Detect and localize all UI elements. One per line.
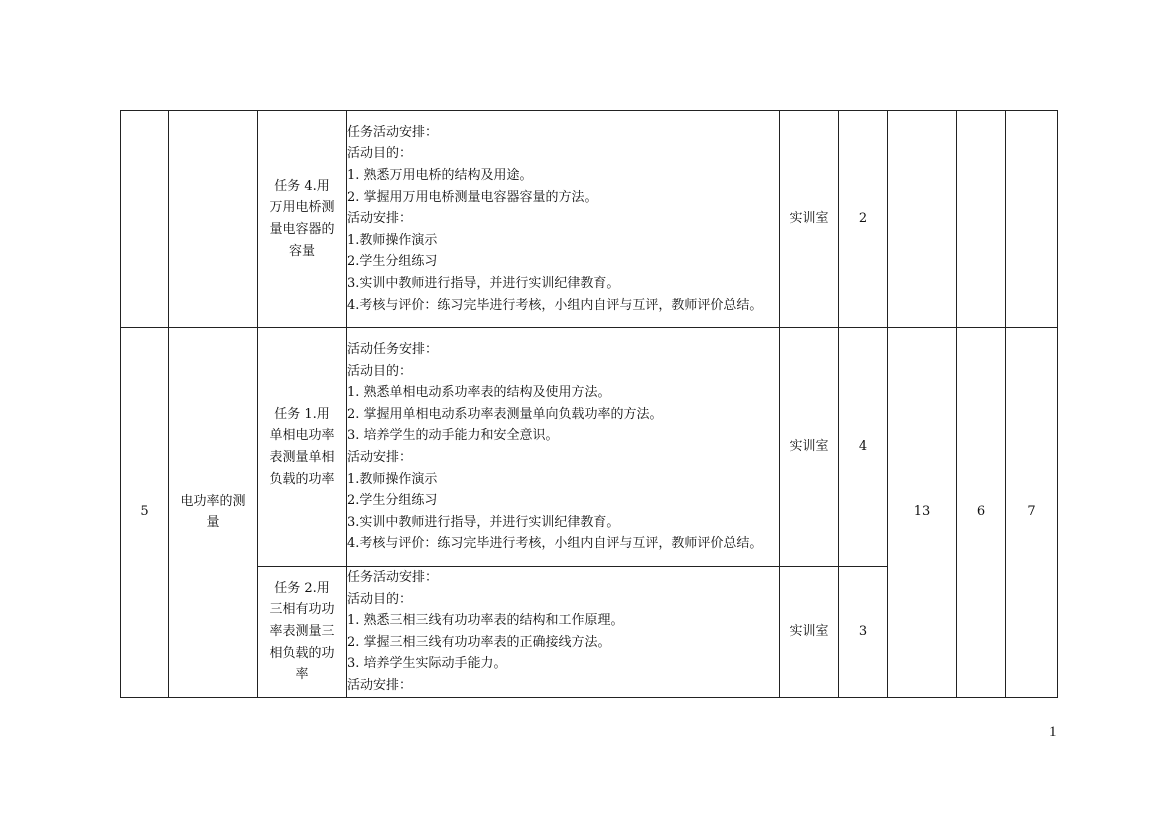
- activity-line: 1. 熟悉三相三线有功功率表的结构和工作原理。: [347, 613, 624, 629]
- task-name-line: 率表测量三: [269, 623, 335, 639]
- table-row: [121, 111, 1058, 328]
- activity-line: 3. 培养学生实际动手能力。: [347, 656, 507, 672]
- hours-cell: 4: [839, 328, 888, 567]
- hours-cell: 3: [839, 567, 888, 698]
- activity-line: 活动安排：: [347, 211, 413, 227]
- task-name-line: 容量: [288, 243, 315, 259]
- module-number-cell: 5: [121, 328, 169, 698]
- activity-cell: [347, 111, 780, 328]
- task-name-line: 三相有功功: [269, 602, 335, 618]
- activity-line: 1.教师操作演示: [347, 471, 438, 487]
- activity-line: 活动安排：: [347, 450, 413, 465]
- theory-hours-cell: [957, 111, 1006, 328]
- activity-line: 2. 掌握用万用电桥测量电容器容量的方法。: [347, 189, 598, 205]
- practice-hours-cell: 7: [1006, 328, 1058, 698]
- location-cell: 实训室: [780, 328, 839, 567]
- task-name-line: 万用电桥测: [269, 200, 335, 216]
- activity-line: 1. 熟悉单相电动系功率表的结构及使用方法。: [347, 385, 611, 401]
- activity-line: 活动目的：: [347, 146, 413, 162]
- location-cell: 实训室: [780, 567, 839, 698]
- total-hours-cell: 13: [888, 328, 957, 698]
- activity-cell: [347, 328, 780, 567]
- task-name-cell: [258, 111, 347, 328]
- activity-line: 3.实训中教师进行指导，并进行实训纪律教育。: [347, 275, 620, 291]
- module-name-cell: [169, 328, 258, 698]
- task-name-line: 负载的功率: [269, 471, 335, 487]
- module-name-line: 电功率的测: [180, 493, 246, 509]
- theory-hours-cell: 6: [957, 328, 1006, 698]
- activity-line: 3. 培养学生的动手能力和安全意识。: [347, 428, 559, 444]
- activity-line: 4.考核与评价：练习完毕进行考核，小组内自评与互评，教师评价总结。: [347, 297, 763, 313]
- module-number-cell: [121, 111, 169, 328]
- activity-line: 2. 掌握用单相电动系功率表测量单向负载功率的方法。: [347, 406, 663, 422]
- activity-line: 4.考核与评价：练习完毕进行考核，小组内自评与互评，教师评价总结。: [347, 536, 763, 552]
- activity-line: 1. 熟悉万用电桥的结构及用途。: [347, 168, 533, 184]
- location-cell: 实训室: [780, 111, 839, 328]
- activity-line: 活动安排：: [347, 677, 413, 693]
- task-name-line: 任务 4.用: [274, 178, 330, 194]
- task-name-line: 率: [295, 667, 309, 683]
- teaching-plan-table: [120, 110, 1058, 698]
- activity-line: 任务活动安排：: [347, 124, 439, 140]
- activity-line: 2. 掌握三相三线有功功率表的正确接线方法。: [347, 634, 611, 650]
- practice-hours-cell: [1006, 111, 1058, 328]
- activity-line: 2.学生分组练习: [347, 254, 438, 270]
- task-name-line: 量电容器的: [269, 222, 335, 237]
- task-name-cell: [258, 328, 347, 567]
- module-name-cell: [169, 111, 258, 328]
- hours-cell: 2: [839, 111, 888, 328]
- page-number: 1: [1049, 724, 1057, 740]
- task-name-cell: [258, 567, 347, 698]
- activity-line: 2.学生分组练习: [347, 493, 438, 509]
- activity-line: 活动目的：: [347, 591, 413, 607]
- activity-line: 1.教师操作演示: [347, 232, 438, 248]
- task-name-line: 任务 2.用: [274, 580, 330, 596]
- module-name-line: 量: [206, 515, 220, 531]
- activity-line: 活动目的：: [347, 363, 413, 379]
- table-row: [121, 328, 1058, 567]
- activity-cell: [347, 567, 780, 698]
- activity-line: 任务活动安排：: [347, 570, 439, 585]
- activity-line: 3.实训中教师进行指导，并进行实训纪律教育。: [347, 514, 620, 530]
- task-name-line: 任务 1.用: [274, 406, 330, 422]
- task-name-line: 单相电功率: [269, 428, 335, 444]
- total-hours-cell: [888, 111, 957, 328]
- task-name-line: 表测量单相: [269, 450, 335, 465]
- activity-line: 活动任务安排：: [347, 342, 439, 358]
- task-name-line: 相负载的功: [269, 645, 335, 661]
